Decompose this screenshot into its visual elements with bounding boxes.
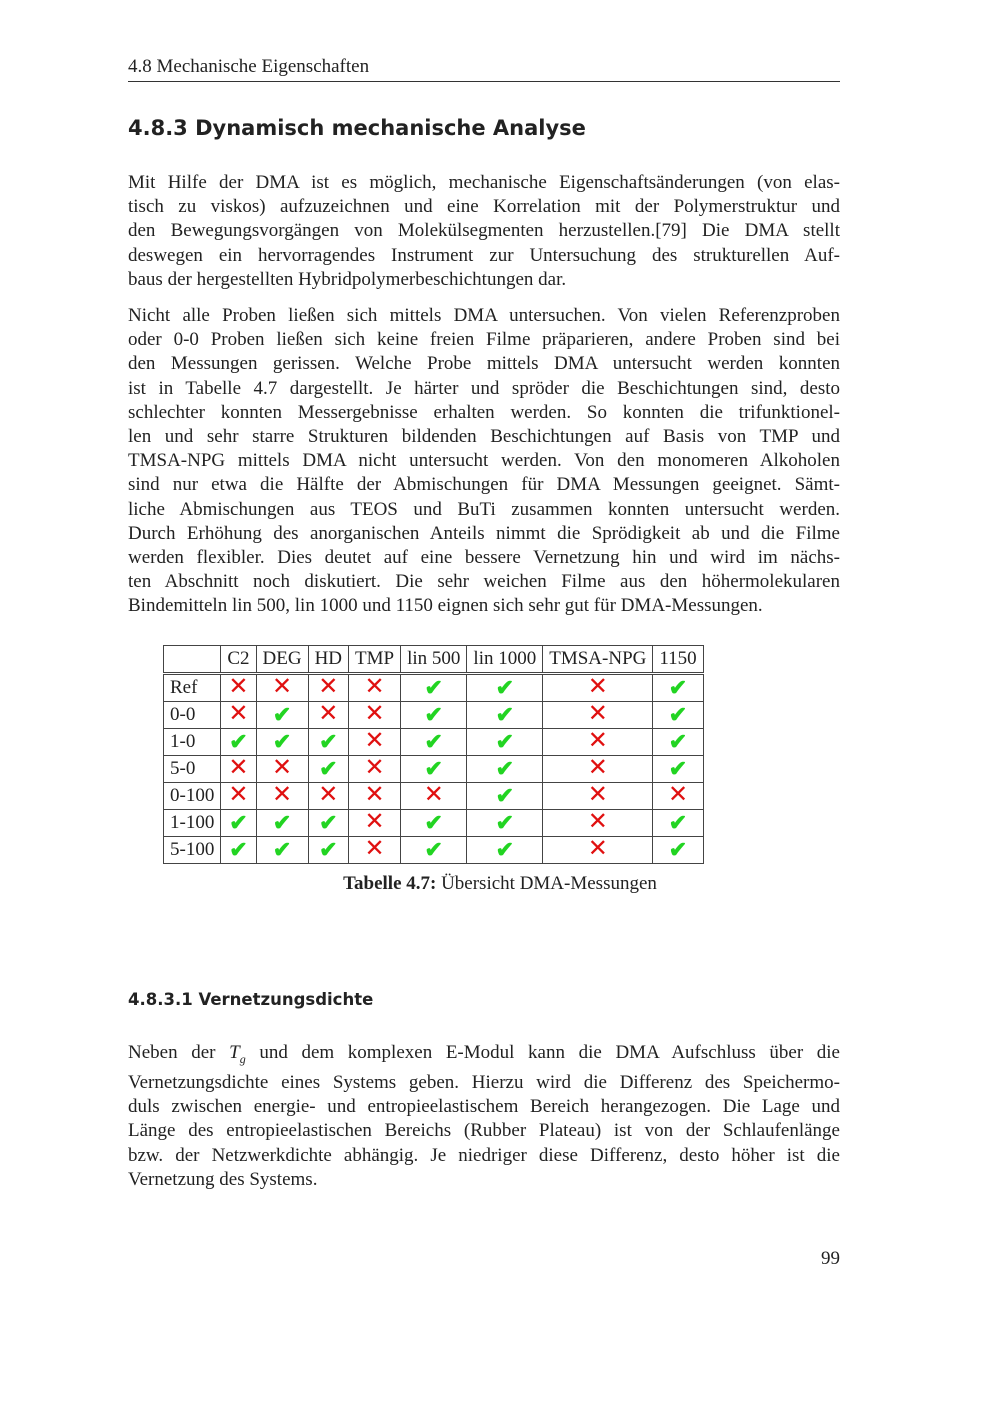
check-icon: ✔ (668, 810, 688, 835)
check-icon: ✔ (668, 729, 688, 754)
check-icon: ✔ (229, 810, 248, 835)
cross-icon: ✕ (271, 754, 293, 781)
text-line: Durch Erhöhung des anorganischen Anteils nimmt die Sprödigkeit ab und die Filme (128, 522, 840, 544)
text-line: len und sehr starre Strukturen bildenden Beschichtungen auf Basis von TMP und (128, 426, 840, 448)
cross-icon: ✕ (271, 781, 293, 808)
table-cell (349, 729, 401, 756)
text-line: den Messungen gerissen. Welche Probe mittels DMA untersucht werden konnten (128, 353, 840, 375)
check-icon: ✔ (424, 837, 443, 862)
text-line: oder 0-0 Proben ließen sich keine freien Filme präparieren, andere Proben sind bei (128, 329, 840, 351)
check-icon: ✔ (229, 837, 248, 862)
table-cell (308, 702, 348, 729)
check-icon: ✔ (668, 837, 688, 862)
table-cell (401, 674, 467, 702)
column-header: lin 500 (401, 646, 467, 674)
table-row (164, 756, 704, 783)
cross-icon: ✕ (364, 727, 385, 754)
column-header: C2 (221, 646, 256, 674)
table-cell (349, 837, 401, 864)
table-cell (467, 837, 543, 864)
cross-icon: ✕ (364, 808, 385, 835)
text-line: bzw. der Netzwerkdichte abhängig. Je niedriger diese Differenz, desto höher ist die (128, 1144, 840, 1166)
table-cell (467, 702, 543, 729)
table-cell (401, 702, 467, 729)
text-line: liche Abmischungen aus TEOS und BuTi zusammen konnten untersucht werden. (128, 498, 840, 520)
page-number: 99 (821, 1248, 840, 1269)
table-cell (653, 702, 703, 729)
table-cell (543, 674, 653, 702)
table-caption (0, 873, 1000, 895)
table-row (164, 702, 704, 729)
text-line: duls zwischen energie- und entropieelastischem Bereich herangezogen. Die Lage und (128, 1096, 840, 1118)
cross-icon: ✕ (228, 673, 249, 700)
table-cell (256, 837, 308, 864)
subsection-title: 4.8.3.1 Vernetzungsdichte (128, 990, 374, 1009)
cross-icon: ✕ (364, 781, 385, 808)
table-cell (256, 810, 308, 837)
table-cell (256, 783, 308, 810)
check-icon: ✔ (319, 837, 338, 862)
table-cell (221, 729, 256, 756)
table-cell (401, 756, 467, 783)
table-cell (256, 729, 308, 756)
check-icon: ✔ (424, 729, 443, 754)
table-cell (401, 729, 467, 756)
check-icon: ✔ (495, 810, 515, 835)
cross-icon: ✕ (318, 781, 339, 808)
table-cell (308, 756, 348, 783)
paragraph-intro (128, 171, 840, 292)
table-cell (256, 674, 308, 702)
cross-icon: ✕ (587, 781, 608, 808)
table-cell (543, 783, 653, 810)
check-icon: ✔ (424, 810, 443, 835)
row-label: 1-100 (164, 810, 221, 837)
row-label: 0-100 (164, 783, 221, 810)
cross-icon: ✕ (228, 754, 249, 781)
table-cell (543, 756, 653, 783)
check-icon: ✔ (272, 810, 292, 835)
check-icon: ✔ (495, 702, 515, 727)
cross-icon: ✕ (228, 781, 249, 808)
text-line: ist in Tabelle 4.7 dargestellt. Je härter und spröder die Beschichtungen sind, desto (128, 377, 840, 399)
table-cell (653, 756, 703, 783)
table-row (164, 729, 704, 756)
cross-icon: ✕ (423, 781, 444, 808)
cross-icon: ✕ (587, 700, 608, 727)
check-icon: ✔ (495, 756, 515, 781)
column-header: HD (308, 646, 348, 674)
check-icon: ✔ (272, 702, 292, 727)
table-cell (308, 674, 348, 702)
text-line: schlechter konnten Messergebnisse erhalten werden. So konnten die trifunktionel- (128, 401, 840, 423)
text-line: Bindemitteln lin 500, lin 1000 und 1150 eignen sich sehr gut für DMA-Messungen. (128, 595, 763, 617)
column-header: 1150 (653, 646, 703, 674)
tg-symbol: T (229, 1042, 240, 1063)
table-cell (543, 837, 653, 864)
table-cell (308, 837, 348, 864)
text: und dem komplexen E-Modul kann die DMA Aufschluss über die (245, 1042, 840, 1063)
check-icon: ✔ (668, 675, 688, 700)
cross-icon: ✕ (667, 781, 689, 808)
check-icon: ✔ (229, 729, 248, 754)
table-cell (308, 810, 348, 837)
table-cell (653, 810, 703, 837)
cross-icon: ✕ (364, 673, 385, 700)
column-header: TMSA-NPG (543, 646, 653, 674)
cross-icon: ✕ (228, 700, 249, 727)
table-header-row (164, 646, 704, 674)
check-icon: ✔ (495, 783, 515, 808)
table-row (164, 783, 704, 810)
table-cell (221, 702, 256, 729)
table-cell (221, 756, 256, 783)
text-line: Vernetzung des Systems. (128, 1168, 318, 1190)
table-cell (221, 674, 256, 702)
text-line: Länge des entropieelastischen Bereichs (Rubber Plateau) ist von der Schlaufenlänge (128, 1120, 840, 1142)
cross-icon: ✕ (587, 808, 608, 835)
caption-label: Tabelle 4.7: (343, 873, 437, 894)
text-line: ten Abschnitt noch diskutiert. Die sehr weichen Filme aus den höhermolekularen (128, 571, 840, 593)
text-line: den Bewegungsvorgängen von Molekülsegmenten herzustellen.[79] Die DMA stellt (128, 220, 840, 242)
cross-icon: ✕ (587, 835, 608, 862)
table-cell (308, 783, 348, 810)
table-cell (653, 729, 703, 756)
text-line: baus der hergestellten Hybridpolymerbeschichtungen dar. (128, 268, 567, 290)
table-cell (467, 756, 543, 783)
paragraph-crosslink (128, 1041, 840, 1192)
check-icon: ✔ (424, 702, 443, 727)
check-icon: ✔ (319, 810, 338, 835)
table-row (164, 837, 704, 864)
check-icon: ✔ (272, 729, 292, 754)
check-icon: ✔ (668, 702, 688, 727)
table-cell (349, 783, 401, 810)
cross-icon: ✕ (364, 700, 385, 727)
section-title: 4.8.3 Dynamisch mechanische Analyse (128, 116, 586, 140)
column-header (164, 646, 221, 674)
table-cell (221, 837, 256, 864)
row-label: Ref (164, 674, 221, 702)
table-cell (467, 810, 543, 837)
check-icon: ✔ (424, 675, 443, 700)
row-label: 0-0 (164, 702, 221, 729)
text-line: sind nur etwa die Hälfte der Abmischungen für DMA Messungen geeignet. Sämt- (128, 474, 840, 496)
check-icon: ✔ (495, 675, 515, 700)
table-cell (349, 674, 401, 702)
table-cell (221, 810, 256, 837)
caption-text: Übersicht DMA-Messungen (436, 873, 657, 894)
row-label: 5-100 (164, 837, 221, 864)
table-cell (308, 729, 348, 756)
running-header: 4.8 Mechanische Eigenschaften (128, 56, 840, 82)
table-cell (256, 702, 308, 729)
table-cell (401, 837, 467, 864)
cross-icon: ✕ (587, 754, 608, 781)
table-cell (401, 810, 467, 837)
table-cell (653, 783, 703, 810)
check-icon: ✔ (272, 837, 292, 862)
table-cell (467, 674, 543, 702)
cross-icon: ✕ (271, 673, 293, 700)
text-line: tisch zu viskos) aufzuzeichnen und eine Korrelation mit der Polymerstruktur und (128, 196, 840, 218)
text-line: Mit Hilfe der DMA ist es möglich, mechanische Eigenschaftsänderungen (von elas- (128, 172, 840, 193)
table-cell (349, 810, 401, 837)
text-line: deswegen ein hervorragendes Instrument zur Untersuchung des strukturellen Auf- (128, 244, 840, 266)
table-cell (349, 756, 401, 783)
dma-table (163, 645, 704, 864)
text-line: TMSA-NPG mittels DMA nicht untersucht werden. Von den monomeren Alkoholen (128, 450, 840, 472)
tg-subscript: g (239, 1051, 246, 1066)
table-cell (467, 783, 543, 810)
row-label: 5-0 (164, 756, 221, 783)
table-row (164, 674, 704, 702)
table-cell (401, 783, 467, 810)
row-label: 1-0 (164, 729, 221, 756)
text: Neben der (128, 1042, 230, 1063)
check-icon: ✔ (495, 837, 515, 862)
table-cell (256, 756, 308, 783)
column-header: TMP (349, 646, 401, 674)
table-cell (543, 702, 653, 729)
cross-icon: ✕ (318, 673, 339, 700)
table-cell (543, 810, 653, 837)
table-cell (543, 729, 653, 756)
table-cell (467, 729, 543, 756)
text-line: Nicht alle Proben ließen sich mittels DMA untersuchen. Von vielen Referenzproben (128, 305, 840, 326)
table-row (164, 810, 704, 837)
text-line: werden flexibler. Dies deutet auf eine bessere Vernetzung hin und wird im nächs- (128, 547, 840, 569)
cross-icon: ✕ (364, 754, 385, 781)
column-header: lin 1000 (467, 646, 543, 674)
cross-icon: ✕ (364, 835, 385, 862)
text-line: Vernetzungsdichte eines Systems geben. Hierzu wird die Differenz des Speichermo- (128, 1072, 840, 1093)
check-icon: ✔ (424, 756, 443, 781)
table-cell (349, 702, 401, 729)
paragraph-samples (128, 304, 840, 619)
table-cell (653, 837, 703, 864)
check-icon: ✔ (319, 729, 338, 754)
check-icon: ✔ (319, 756, 338, 781)
table-cell (221, 783, 256, 810)
column-header: DEG (256, 646, 308, 674)
check-icon: ✔ (495, 729, 515, 754)
cross-icon: ✕ (587, 673, 608, 700)
check-icon: ✔ (668, 756, 688, 781)
table-cell (653, 674, 703, 702)
cross-icon: ✕ (587, 727, 608, 754)
cross-icon: ✕ (318, 700, 339, 727)
